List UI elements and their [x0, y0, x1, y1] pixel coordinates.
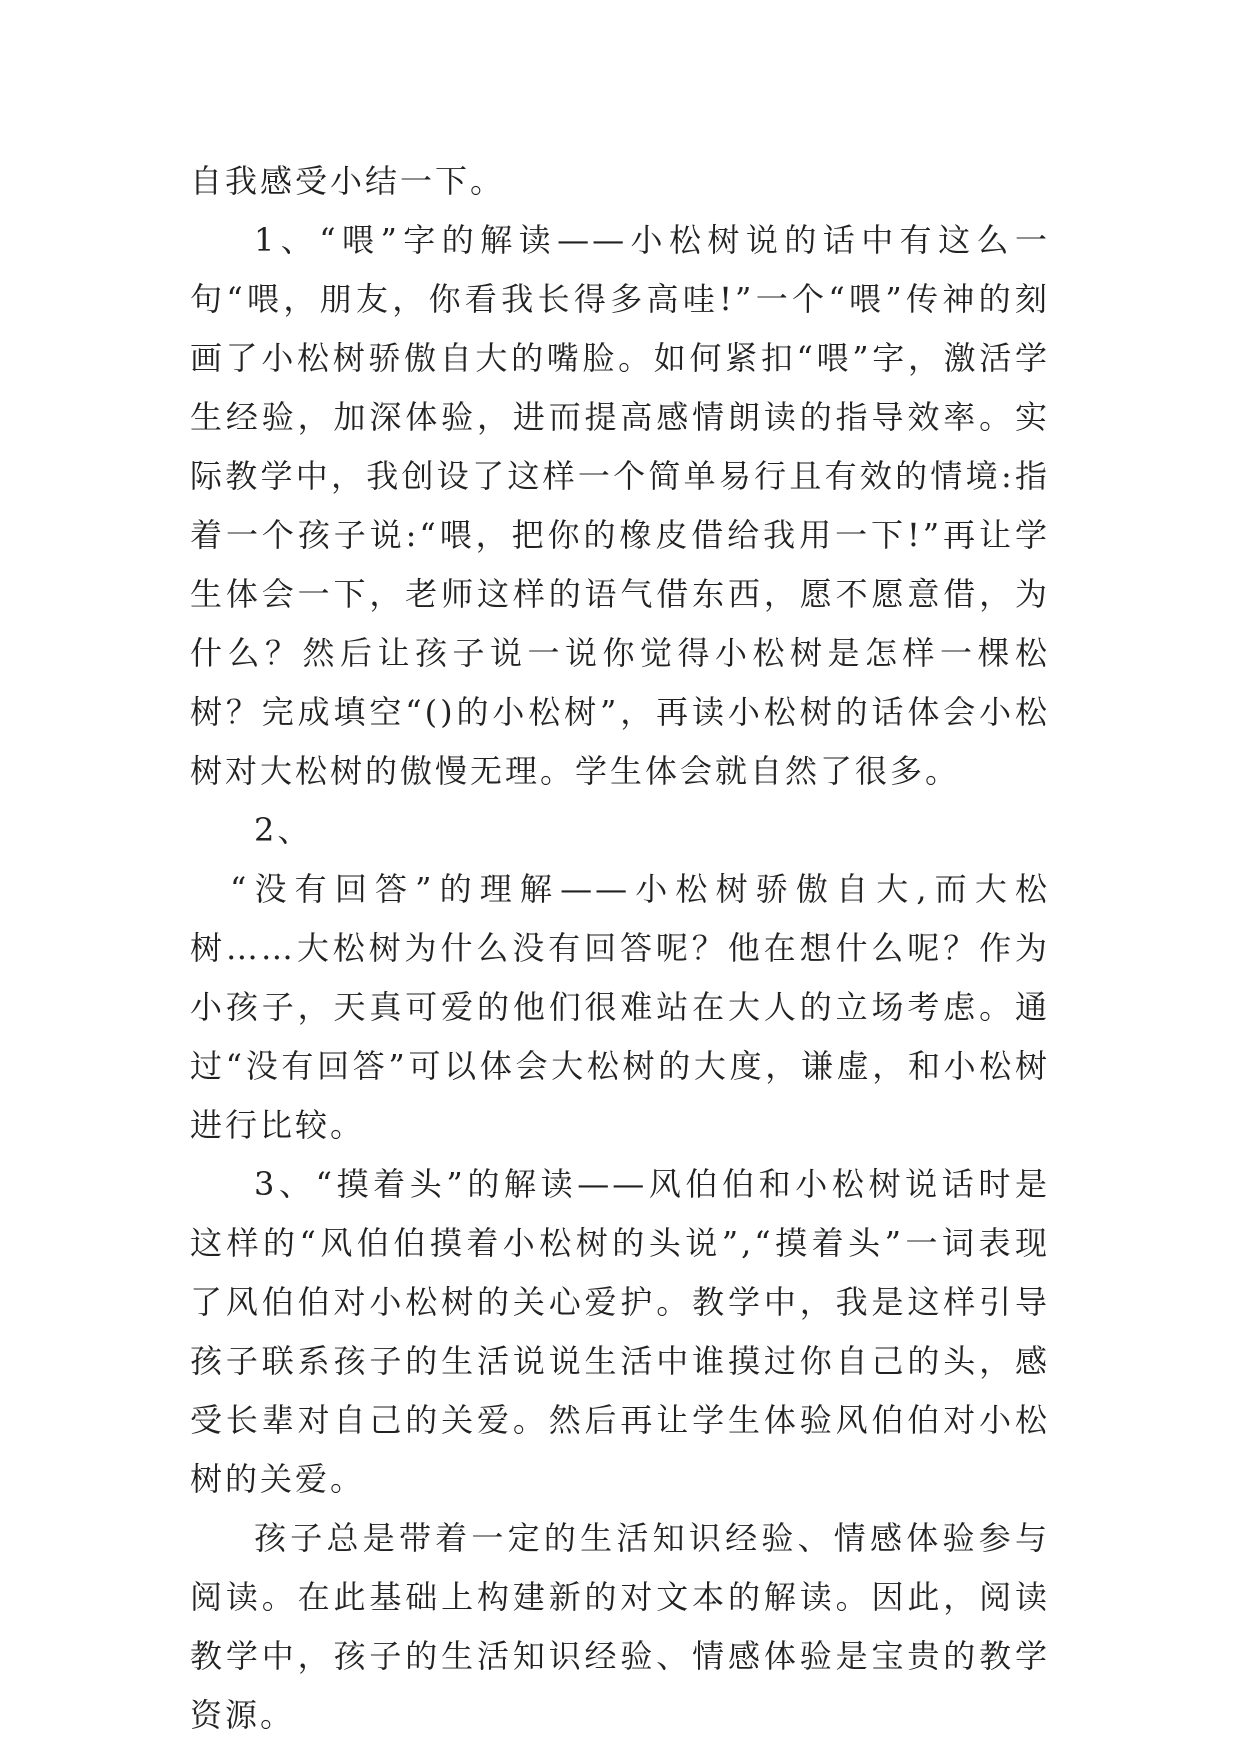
document-body — [190, 152, 1050, 1745]
paragraph-item-2: “没有回答”的理解——小松树骄傲自大,而大松树……大松树为什么没有回答呢？他在想什么呢？作为小孩子，天真可爱的他们很难站在大人的立场考虑。通过“没有回答”可以体会大松树的大度，谦虚，和小松树进行比较。 — [190, 870, 1050, 1144]
paragraph-item-2-number: 2、 — [254, 811, 313, 849]
paragraph-item-3: 3、“摸着头”的解读——风伯伯和小松树说话时是这样的“风伯伯摸着小松树的头说”,“摸着头”一词表现了风伯伯对小松树的关心爱护。教学中，我是这样引导孩子联系孩子的生活说说生活中谁摸过你自己的头，感受长辈对自己的关爱。然后再让学生体验风伯伯对小松树的关爱。 — [190, 1165, 1050, 1498]
paragraph-item-1: 1、“喂”字的解读——小松树说的话中有这么一句“喂，朋友，你看我长得多高哇!”一个“喂”传神的刻画了小松树骄傲自大的嘴脸。如何紧扣“喂”字，激活学生经验，加深体验，进而提高感情朗读的指导效率。实际教学中，我创设了这样一个简单易行且有效的情境:指着一个孩子说:“喂，把你的橡皮借给我用一下!”再让学生体会一下，老师这样的语气借东西，愿不愿意借，为什么？然后让孩子说一说你觉得小松树是怎样一棵松树？完成填空“()的小松树”，再读小松树的话体会小松树对大松树的傲慢无理。学生体会就自然了很多。 — [190, 221, 1050, 790]
paragraph-conclusion: 孩子总是带着一定的生活知识经验、情感体验参与阅读。在此基础上构建新的对文本的解读。因此，阅读教学中，孩子的生活知识经验、情感体验是宝贵的教学资源。 — [190, 1519, 1050, 1734]
paragraph-continuation: 自我感受小结一下。 — [190, 162, 506, 200]
